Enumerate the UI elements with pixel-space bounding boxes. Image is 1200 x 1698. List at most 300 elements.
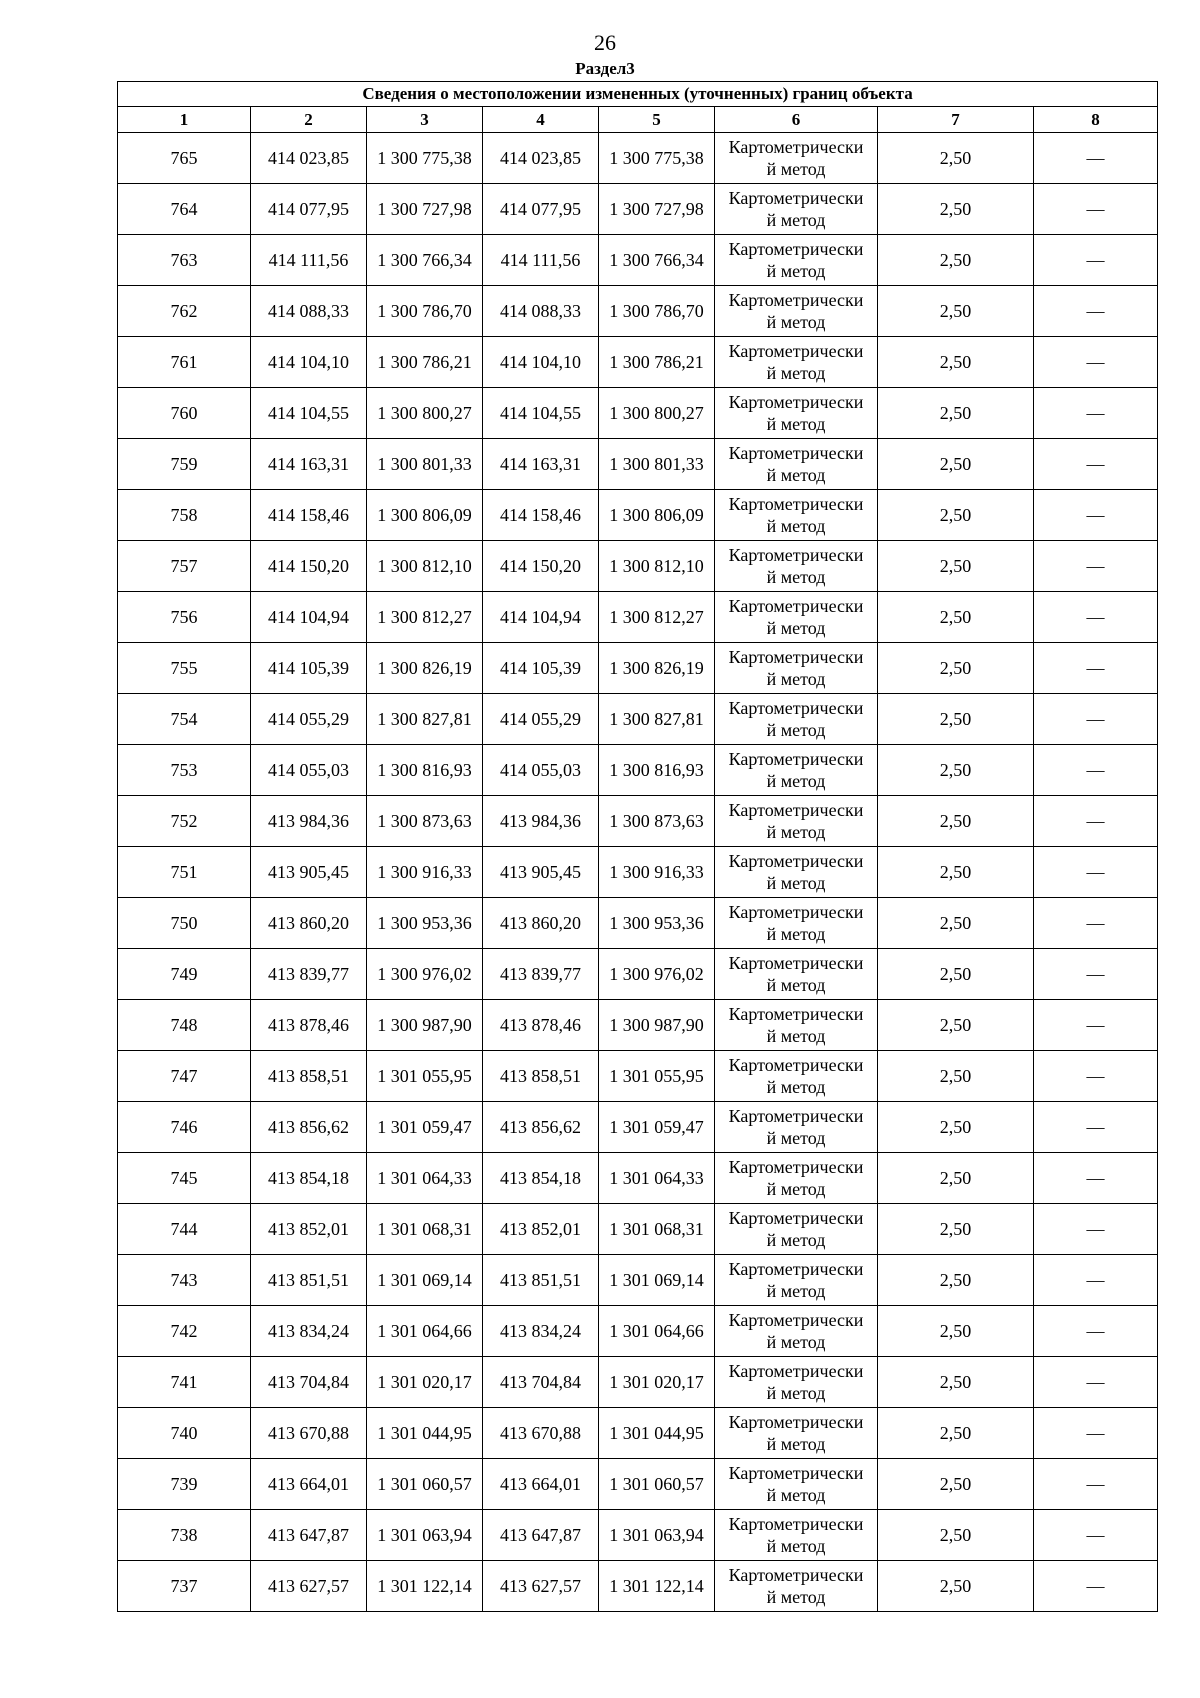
table-row xyxy=(118,1306,1158,1357)
coordinate-cell: 1 301 122,14 xyxy=(367,1561,483,1612)
coordinate-cell: 414 088,33 xyxy=(483,286,599,337)
accuracy-cell: 2,50 xyxy=(878,745,1034,796)
method-line: Картометрически xyxy=(728,392,864,412)
method-line: Картометрически xyxy=(728,1055,864,1075)
coordinate-cell: 413 704,84 xyxy=(483,1357,599,1408)
coordinate-cell: 413 860,20 xyxy=(251,898,367,949)
method-cell xyxy=(715,286,878,337)
method-line: й метод xyxy=(766,720,826,740)
coordinate-cell: 414 104,10 xyxy=(251,337,367,388)
coordinate-cell: 1 301 122,14 xyxy=(599,1561,715,1612)
method-line: й метод xyxy=(766,363,826,383)
method-cell xyxy=(715,1051,878,1102)
coordinate-cell: 1 300 766,34 xyxy=(599,235,715,286)
coordinate-cell: 1 301 068,31 xyxy=(367,1204,483,1255)
note-cell: — xyxy=(1034,1357,1158,1408)
coordinate-cell: 1 300 800,27 xyxy=(367,388,483,439)
coordinate-cell: 414 150,20 xyxy=(483,541,599,592)
method-line: й метод xyxy=(766,1434,826,1454)
coordinate-cell: 1 300 827,81 xyxy=(599,694,715,745)
coordinate-cell: 413 905,45 xyxy=(483,847,599,898)
method-line: Картометрически xyxy=(728,953,864,973)
section-title: Раздел3 xyxy=(575,59,635,78)
method-line: Картометрически xyxy=(728,749,864,769)
method-cell xyxy=(715,1102,878,1153)
coordinate-cell: 413 905,45 xyxy=(251,847,367,898)
method-cell xyxy=(715,1357,878,1408)
coordinate-cell: 1 301 060,57 xyxy=(367,1459,483,1510)
note-cell: — xyxy=(1034,1051,1158,1102)
coordinate-cell: 1 300 873,63 xyxy=(367,796,483,847)
table-body xyxy=(118,133,1158,1612)
method-line: Картометрически xyxy=(728,1106,864,1126)
table-row xyxy=(118,1102,1158,1153)
point-number-cell: 760 xyxy=(118,388,251,439)
coordinate-cell: 413 878,46 xyxy=(483,1000,599,1051)
coordinate-cell: 413 627,57 xyxy=(251,1561,367,1612)
coordinate-cell: 413 834,24 xyxy=(251,1306,367,1357)
coordinate-cell: 1 301 064,33 xyxy=(367,1153,483,1204)
coordinate-cell: 1 300 727,98 xyxy=(367,184,483,235)
point-number-cell: 741 xyxy=(118,1357,251,1408)
method-line: Картометрически xyxy=(728,596,864,616)
column-header: 4 xyxy=(483,107,599,133)
accuracy-cell: 2,50 xyxy=(878,1102,1034,1153)
method-line: Картометрически xyxy=(728,1208,864,1228)
coordinate-cell: 1 301 055,95 xyxy=(367,1051,483,1102)
table-row xyxy=(118,439,1158,490)
coordinate-cell: 413 834,24 xyxy=(483,1306,599,1357)
coordinate-cell: 413 647,87 xyxy=(251,1510,367,1561)
accuracy-cell: 2,50 xyxy=(878,1459,1034,1510)
coordinate-cell: 413 647,87 xyxy=(483,1510,599,1561)
table-row xyxy=(118,643,1158,694)
method-line: Картометрически xyxy=(728,1565,864,1585)
table-row xyxy=(118,1255,1158,1306)
point-number-cell: 762 xyxy=(118,286,251,337)
table-row xyxy=(118,133,1158,184)
coordinate-cell: 413 664,01 xyxy=(251,1459,367,1510)
coordinate-cell: 1 301 044,95 xyxy=(367,1408,483,1459)
method-cell xyxy=(715,592,878,643)
coordinate-cell: 1 300 953,36 xyxy=(367,898,483,949)
coordinate-cell: 1 301 060,57 xyxy=(599,1459,715,1510)
method-line: Картометрически xyxy=(728,1412,864,1432)
coordinate-cell: 414 104,94 xyxy=(483,592,599,643)
coordinate-cell: 1 300 806,09 xyxy=(599,490,715,541)
table-row xyxy=(118,898,1158,949)
coordinate-cell: 414 104,55 xyxy=(483,388,599,439)
method-line: Картометрически xyxy=(728,290,864,310)
column-header: 1 xyxy=(118,107,251,133)
coordinate-cell: 414 150,20 xyxy=(251,541,367,592)
coordinate-cell: 413 852,01 xyxy=(483,1204,599,1255)
method-cell xyxy=(715,133,878,184)
note-cell: — xyxy=(1034,337,1158,388)
method-line: й метод xyxy=(766,210,826,230)
coordinate-cell: 413 854,18 xyxy=(483,1153,599,1204)
table-row xyxy=(118,286,1158,337)
column-header: 5 xyxy=(599,107,715,133)
coordinate-cell: 1 301 064,66 xyxy=(367,1306,483,1357)
method-line: й метод xyxy=(766,1077,826,1097)
point-number-cell: 748 xyxy=(118,1000,251,1051)
method-line: Картометрически xyxy=(728,647,864,667)
point-number-cell: 757 xyxy=(118,541,251,592)
point-number-cell: 759 xyxy=(118,439,251,490)
method-line: й метод xyxy=(766,771,826,791)
method-cell xyxy=(715,337,878,388)
table-row xyxy=(118,592,1158,643)
coordinate-cell: 1 300 826,19 xyxy=(599,643,715,694)
point-number-cell: 753 xyxy=(118,745,251,796)
method-line: й метод xyxy=(766,975,826,995)
coordinate-cell: 1 300 987,90 xyxy=(599,1000,715,1051)
table-row xyxy=(118,1510,1158,1561)
coordinate-cell: 1 301 064,66 xyxy=(599,1306,715,1357)
accuracy-cell: 2,50 xyxy=(878,1000,1034,1051)
accuracy-cell: 2,50 xyxy=(878,694,1034,745)
table-row xyxy=(118,1153,1158,1204)
coordinate-cell: 1 300 816,93 xyxy=(599,745,715,796)
note-cell: — xyxy=(1034,1153,1158,1204)
coordinate-cell: 1 300 775,38 xyxy=(599,133,715,184)
coordinate-cell: 1 300 976,02 xyxy=(599,949,715,1000)
note-cell: — xyxy=(1034,541,1158,592)
method-line: Картометрически xyxy=(728,902,864,922)
accuracy-cell: 2,50 xyxy=(878,643,1034,694)
coordinate-cell: 413 627,57 xyxy=(483,1561,599,1612)
point-number-cell: 739 xyxy=(118,1459,251,1510)
accuracy-cell: 2,50 xyxy=(878,796,1034,847)
point-number-cell: 756 xyxy=(118,592,251,643)
coordinate-cell: 413 858,51 xyxy=(483,1051,599,1102)
method-line: Картометрически xyxy=(728,1361,864,1381)
table-row xyxy=(118,490,1158,541)
method-line: Картометрически xyxy=(728,1463,864,1483)
coordinate-cell: 1 300 812,27 xyxy=(599,592,715,643)
coordinate-cell: 1 300 916,33 xyxy=(599,847,715,898)
coordinate-cell: 414 105,39 xyxy=(251,643,367,694)
coordinate-cell: 1 300 727,98 xyxy=(599,184,715,235)
note-cell: — xyxy=(1034,1408,1158,1459)
method-cell xyxy=(715,643,878,694)
note-cell: — xyxy=(1034,286,1158,337)
method-cell xyxy=(715,439,878,490)
coordinate-cell: 413 851,51 xyxy=(251,1255,367,1306)
method-line: й метод xyxy=(766,873,826,893)
method-cell xyxy=(715,1306,878,1357)
method-cell xyxy=(715,796,878,847)
method-cell xyxy=(715,1204,878,1255)
note-cell: — xyxy=(1034,796,1158,847)
coordinate-cell: 1 301 020,17 xyxy=(599,1357,715,1408)
method-cell xyxy=(715,184,878,235)
coordinate-cell: 413 664,01 xyxy=(483,1459,599,1510)
coordinates-table xyxy=(117,81,1158,1612)
coordinate-cell: 413 878,46 xyxy=(251,1000,367,1051)
accuracy-cell: 2,50 xyxy=(878,337,1034,388)
coordinate-cell: 414 104,55 xyxy=(251,388,367,439)
table-row xyxy=(118,694,1158,745)
coordinate-cell: 1 300 873,63 xyxy=(599,796,715,847)
note-cell: — xyxy=(1034,1255,1158,1306)
coordinate-cell: 413 854,18 xyxy=(251,1153,367,1204)
method-cell xyxy=(715,490,878,541)
method-line: Картометрически xyxy=(728,494,864,514)
coordinate-cell: 413 856,62 xyxy=(251,1102,367,1153)
accuracy-cell: 2,50 xyxy=(878,1204,1034,1255)
coordinate-cell: 413 856,62 xyxy=(483,1102,599,1153)
accuracy-cell: 2,50 xyxy=(878,439,1034,490)
note-cell: — xyxy=(1034,1510,1158,1561)
method-cell xyxy=(715,694,878,745)
method-line: й метод xyxy=(766,1383,826,1403)
accuracy-cell: 2,50 xyxy=(878,847,1034,898)
method-line: Картометрически xyxy=(728,239,864,259)
point-number-cell: 749 xyxy=(118,949,251,1000)
coordinate-cell: 1 300 806,09 xyxy=(367,490,483,541)
point-number-cell: 750 xyxy=(118,898,251,949)
method-line: й метод xyxy=(766,1230,826,1250)
table-row xyxy=(118,1204,1158,1255)
method-cell xyxy=(715,1153,878,1204)
coordinate-cell: 1 300 953,36 xyxy=(599,898,715,949)
coordinate-cell: 1 301 059,47 xyxy=(599,1102,715,1153)
table-row xyxy=(118,949,1158,1000)
accuracy-cell: 2,50 xyxy=(878,1306,1034,1357)
note-cell: — xyxy=(1034,184,1158,235)
note-cell: — xyxy=(1034,1000,1158,1051)
point-number-cell: 742 xyxy=(118,1306,251,1357)
note-cell: — xyxy=(1034,949,1158,1000)
coordinate-cell: 1 300 812,27 xyxy=(367,592,483,643)
column-header: 7 xyxy=(878,107,1034,133)
note-cell: — xyxy=(1034,847,1158,898)
method-line: й метод xyxy=(766,159,826,179)
coordinate-cell: 1 300 786,70 xyxy=(367,286,483,337)
point-number-cell: 754 xyxy=(118,694,251,745)
coordinate-cell: 1 300 775,38 xyxy=(367,133,483,184)
coordinate-cell: 1 300 786,21 xyxy=(367,337,483,388)
method-cell xyxy=(715,1000,878,1051)
method-line: й метод xyxy=(766,414,826,434)
coordinate-cell: 414 055,29 xyxy=(483,694,599,745)
coordinate-cell: 413 670,88 xyxy=(483,1408,599,1459)
column-header: 3 xyxy=(367,107,483,133)
method-line: й метод xyxy=(766,567,826,587)
accuracy-cell: 2,50 xyxy=(878,490,1034,541)
point-number-cell: 764 xyxy=(118,184,251,235)
coordinate-cell: 413 839,77 xyxy=(483,949,599,1000)
method-cell xyxy=(715,1459,878,1510)
table-row xyxy=(118,745,1158,796)
coordinate-cell: 414 111,56 xyxy=(251,235,367,286)
table-header-row xyxy=(118,107,1158,133)
method-line: й метод xyxy=(766,516,826,536)
accuracy-cell: 2,50 xyxy=(878,1561,1034,1612)
coordinate-cell: 1 300 816,93 xyxy=(367,745,483,796)
coordinate-cell: 1 301 064,33 xyxy=(599,1153,715,1204)
coordinate-cell: 414 088,33 xyxy=(251,286,367,337)
accuracy-cell: 2,50 xyxy=(878,286,1034,337)
point-number-cell: 743 xyxy=(118,1255,251,1306)
note-cell: — xyxy=(1034,592,1158,643)
coordinate-cell: 413 704,84 xyxy=(251,1357,367,1408)
coordinate-cell: 1 300 827,81 xyxy=(367,694,483,745)
accuracy-cell: 2,50 xyxy=(878,184,1034,235)
note-cell: — xyxy=(1034,898,1158,949)
method-line: й метод xyxy=(766,618,826,638)
note-cell: — xyxy=(1034,490,1158,541)
accuracy-cell: 2,50 xyxy=(878,388,1034,439)
method-line: Картометрически xyxy=(728,137,864,157)
coordinate-cell: 1 300 916,33 xyxy=(367,847,483,898)
accuracy-cell: 2,50 xyxy=(878,541,1034,592)
note-cell: — xyxy=(1034,1204,1158,1255)
point-number-cell: 740 xyxy=(118,1408,251,1459)
method-line: й метод xyxy=(766,1332,826,1352)
method-line: й метод xyxy=(766,669,826,689)
method-line: Картометрически xyxy=(728,1259,864,1279)
coordinate-cell: 414 158,46 xyxy=(251,490,367,541)
coordinate-cell: 413 860,20 xyxy=(483,898,599,949)
note-cell: — xyxy=(1034,388,1158,439)
note-cell: — xyxy=(1034,1306,1158,1357)
method-line: й метод xyxy=(766,312,826,332)
table-row xyxy=(118,235,1158,286)
accuracy-cell: 2,50 xyxy=(878,1153,1034,1204)
coordinate-cell: 413 839,77 xyxy=(251,949,367,1000)
method-line: Картометрически xyxy=(728,188,864,208)
method-line: Картометрически xyxy=(728,1310,864,1330)
page-number: 26 xyxy=(594,30,616,55)
point-number-cell: 744 xyxy=(118,1204,251,1255)
table-row xyxy=(118,1051,1158,1102)
note-cell: — xyxy=(1034,1561,1158,1612)
point-number-cell: 761 xyxy=(118,337,251,388)
accuracy-cell: 2,50 xyxy=(878,949,1034,1000)
coordinate-cell: 414 023,85 xyxy=(483,133,599,184)
method-line: Картометрически xyxy=(728,341,864,361)
accuracy-cell: 2,50 xyxy=(878,1510,1034,1561)
accuracy-cell: 2,50 xyxy=(878,592,1034,643)
method-cell xyxy=(715,949,878,1000)
coordinate-cell: 414 105,39 xyxy=(483,643,599,694)
table-row xyxy=(118,1561,1158,1612)
note-cell: — xyxy=(1034,643,1158,694)
method-line: й метод xyxy=(766,1485,826,1505)
coordinate-cell: 414 055,29 xyxy=(251,694,367,745)
method-line: й метод xyxy=(766,1536,826,1556)
method-cell xyxy=(715,1510,878,1561)
column-header: 8 xyxy=(1034,107,1158,133)
coordinate-cell: 414 163,31 xyxy=(251,439,367,490)
coordinate-cell: 1 300 976,02 xyxy=(367,949,483,1000)
coordinate-cell: 413 984,36 xyxy=(483,796,599,847)
point-number-cell: 763 xyxy=(118,235,251,286)
note-cell: — xyxy=(1034,745,1158,796)
coordinate-cell: 1 301 055,95 xyxy=(599,1051,715,1102)
method-line: Картометрически xyxy=(728,443,864,463)
note-cell: — xyxy=(1034,694,1158,745)
coordinate-cell: 414 055,03 xyxy=(251,745,367,796)
method-line: Картометрически xyxy=(728,1514,864,1534)
method-cell xyxy=(715,847,878,898)
coordinate-cell: 1 301 069,14 xyxy=(599,1255,715,1306)
point-number-cell: 751 xyxy=(118,847,251,898)
method-cell xyxy=(715,1561,878,1612)
coordinate-cell: 1 300 800,27 xyxy=(599,388,715,439)
accuracy-cell: 2,50 xyxy=(878,1408,1034,1459)
note-cell: — xyxy=(1034,235,1158,286)
table-row xyxy=(118,337,1158,388)
coordinate-cell: 413 851,51 xyxy=(483,1255,599,1306)
table-row xyxy=(118,847,1158,898)
point-number-cell: 755 xyxy=(118,643,251,694)
method-cell xyxy=(715,1408,878,1459)
coordinate-cell: 414 158,46 xyxy=(483,490,599,541)
table-row xyxy=(118,1357,1158,1408)
method-line: й метод xyxy=(766,1281,826,1301)
method-cell xyxy=(715,745,878,796)
accuracy-cell: 2,50 xyxy=(878,235,1034,286)
table-row xyxy=(118,1408,1158,1459)
coordinate-cell: 1 301 044,95 xyxy=(599,1408,715,1459)
method-line: Картометрически xyxy=(728,1004,864,1024)
coordinate-cell: 413 670,88 xyxy=(251,1408,367,1459)
method-line: Картометрически xyxy=(728,851,864,871)
point-number-cell: 738 xyxy=(118,1510,251,1561)
note-cell: — xyxy=(1034,133,1158,184)
method-cell xyxy=(715,235,878,286)
coordinate-cell: 413 858,51 xyxy=(251,1051,367,1102)
point-number-cell: 737 xyxy=(118,1561,251,1612)
method-line: й метод xyxy=(766,1179,826,1199)
table-row xyxy=(118,184,1158,235)
note-cell: — xyxy=(1034,439,1158,490)
coordinate-cell: 1 300 812,10 xyxy=(599,541,715,592)
coordinate-cell: 413 984,36 xyxy=(251,796,367,847)
table-row xyxy=(118,541,1158,592)
point-number-cell: 758 xyxy=(118,490,251,541)
column-header: 6 xyxy=(715,107,878,133)
table-caption: Сведения о местоположении измененных (уточненных) границ объекта xyxy=(118,82,1158,107)
method-cell xyxy=(715,388,878,439)
coordinate-cell: 1 301 063,94 xyxy=(367,1510,483,1561)
table-row xyxy=(118,796,1158,847)
coordinate-cell: 1 301 069,14 xyxy=(367,1255,483,1306)
note-cell: — xyxy=(1034,1459,1158,1510)
method-line: й метод xyxy=(766,261,826,281)
method-line: Картометрически xyxy=(728,800,864,820)
method-line: Картометрически xyxy=(728,545,864,565)
coordinate-cell: 1 301 059,47 xyxy=(367,1102,483,1153)
method-cell xyxy=(715,541,878,592)
coordinate-cell: 1 300 766,34 xyxy=(367,235,483,286)
method-cell xyxy=(715,898,878,949)
method-line: й метод xyxy=(766,1128,826,1148)
method-line: й метод xyxy=(766,924,826,944)
note-cell: — xyxy=(1034,1102,1158,1153)
coordinate-cell: 414 077,95 xyxy=(251,184,367,235)
coordinate-cell: 1 300 987,90 xyxy=(367,1000,483,1051)
table-row xyxy=(118,1000,1158,1051)
coordinate-cell: 1 301 068,31 xyxy=(599,1204,715,1255)
point-number-cell: 765 xyxy=(118,133,251,184)
coordinate-cell: 1 300 801,33 xyxy=(599,439,715,490)
coordinate-cell: 1 300 801,33 xyxy=(367,439,483,490)
